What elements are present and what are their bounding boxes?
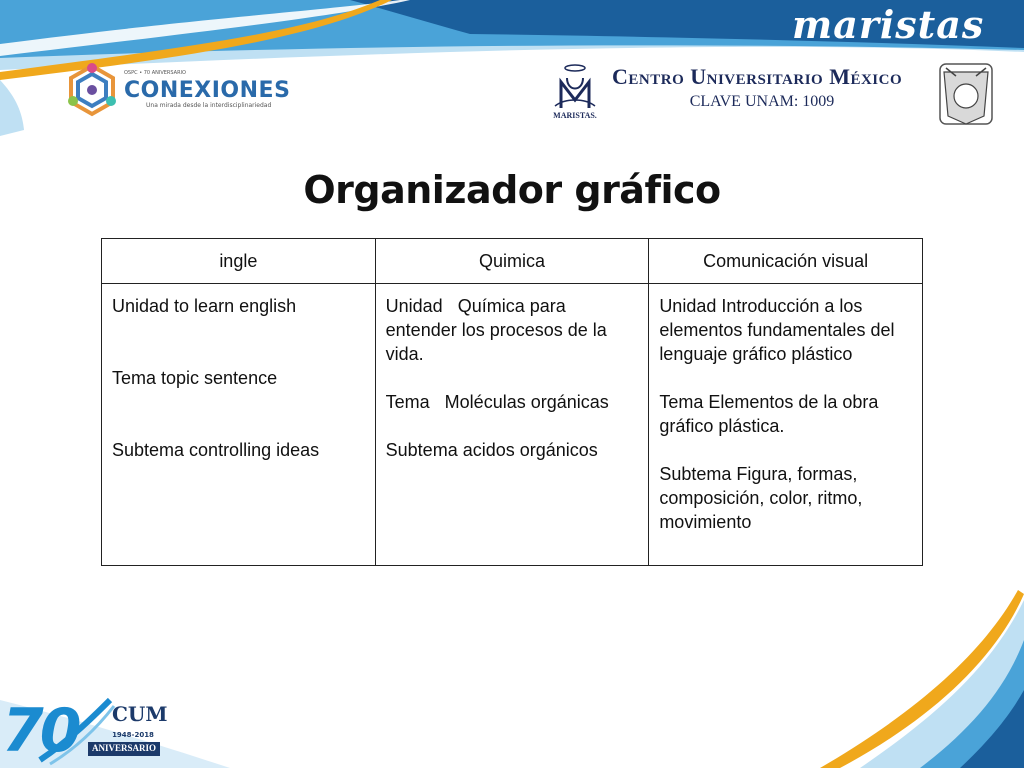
- english-unidad: Unidad to learn english: [112, 296, 297, 316]
- maristas-emblem-icon: [555, 65, 595, 108]
- cell-quimica: [375, 284, 649, 566]
- left-edge-curve: [0, 80, 24, 136]
- graphic-organizer-table: [101, 238, 923, 566]
- table-header-row: [102, 239, 923, 284]
- table-row: [102, 284, 923, 566]
- comunicacion-subtema: Subtema Figura, formas, composición, color, ritmo, movimiento: [659, 464, 868, 532]
- comunicacion-unidad: Unidad Introducción a los elementos fundamentales del lenguaje gráfico plástico: [659, 296, 900, 364]
- conexiones-top-line: OSPC • 70 ANIVERSARIO: [124, 70, 186, 76]
- column-header-english: ingle: [102, 239, 376, 284]
- column-header-comunicacion: Comunicación visual: [649, 239, 923, 284]
- anniversary-years: 1948-2018: [112, 731, 154, 739]
- anniversary-number: 70: [2, 696, 78, 766]
- institution-code: CLAVE UNAM: 1009: [689, 93, 835, 110]
- column-header-quimica: Quimica: [375, 239, 649, 284]
- conexiones-tagline: Una mirada desde la interdisciplinariedad: [146, 102, 272, 109]
- english-tema: Tema topic sentence: [112, 368, 278, 388]
- maristas-script-logo: maristas: [792, 2, 985, 47]
- anniversary-monogram: CUM: [112, 702, 168, 726]
- conexiones-emblem-icon: [68, 63, 116, 114]
- institution-name: Centro Universitario México: [612, 64, 903, 89]
- anniversary-label: ANIVERSARIO: [91, 743, 156, 753]
- quimica-tema: Tema Moléculas orgánicas: [385, 392, 609, 412]
- cell-english: [102, 284, 376, 566]
- maristas-emblem-label: MARISTAS.: [553, 111, 597, 120]
- conexiones-logo-text: CONEXIONES: [124, 78, 291, 103]
- page-title: Organizador gráfico: [303, 168, 721, 212]
- cell-comunicacion: [649, 284, 923, 566]
- unam-crest-icon: [940, 64, 992, 124]
- english-subtema: Subtema controlling ideas: [112, 440, 320, 460]
- comunicacion-tema: Tema Elementos de la obra gráfico plástica.: [659, 392, 884, 436]
- quimica-unidad: Unidad Química para entender los procesos de la vida.: [385, 296, 612, 364]
- quimica-subtema: Subtema acidos orgánicos: [385, 440, 598, 460]
